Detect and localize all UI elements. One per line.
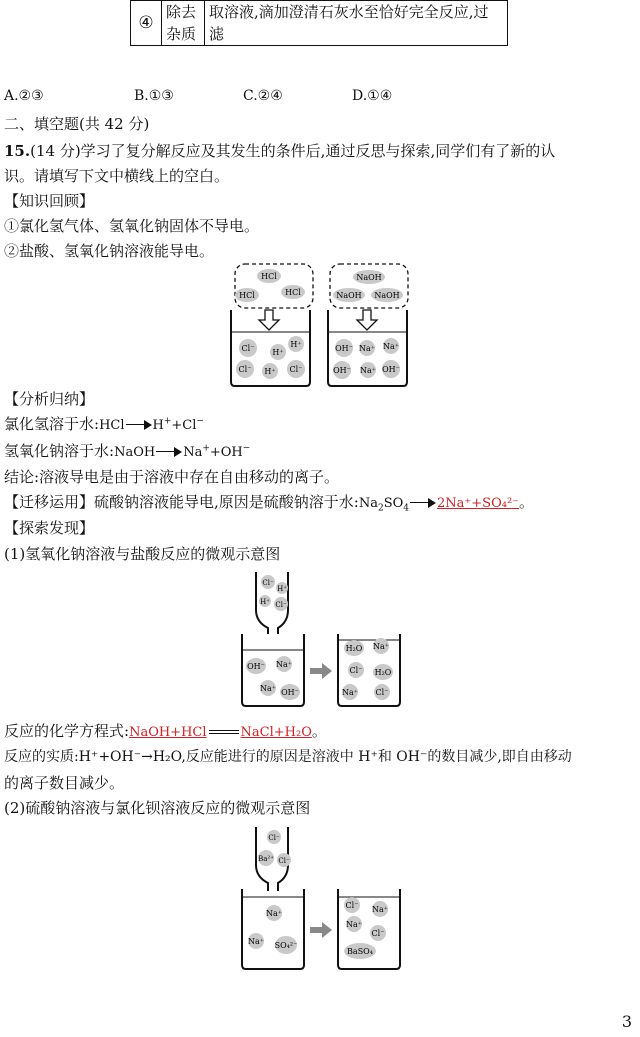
hcl-ionization-label: 氯化氢溶于水: (4, 415, 100, 433)
neutralization-diagram (238, 570, 408, 710)
apply-line: 【迁移运用】硫酸钠溶液能导电,原因是硫酸钠溶于水$:Na_2SO_4$ 2Na⁺+SO₄²⁻。 (4, 493, 535, 514)
page-number: 3 (621, 1012, 632, 1031)
molecule (344, 640, 364, 656)
svg-text:Na⁺: Na⁺ (266, 909, 282, 918)
svg-text:Na⁺: Na⁺ (359, 344, 375, 353)
choice-b: B.①③ (134, 88, 174, 104)
svg-text:Cl⁻: Cl⁻ (238, 365, 252, 374)
svg-text:Cl⁻: Cl⁻ (375, 688, 389, 697)
ion (346, 916, 362, 932)
removal-table (130, 0, 508, 46)
svg-text:Cl⁻: Cl⁻ (241, 344, 255, 353)
hcl-molecule (281, 285, 305, 299)
section-title: 二、填空题(共 42 分) (4, 115, 150, 133)
ion (276, 656, 292, 672)
question-number: 15. (4, 142, 31, 160)
svg-text:Na⁺: Na⁺ (346, 920, 362, 929)
naoh-molecule (353, 270, 385, 284)
svg-text:Na⁺: Na⁺ (342, 688, 358, 697)
svg-text:H⁺: H⁺ (264, 367, 276, 376)
svg-text:H₂O: H₂O (374, 668, 392, 677)
ion (382, 360, 400, 378)
beaker-icon (242, 889, 304, 969)
hcl-molecule (257, 269, 281, 283)
svg-text:OH⁻: OH⁻ (333, 366, 351, 375)
svg-text:Ba²⁺: Ba²⁺ (258, 855, 274, 863)
table-row-num: ④ (131, 1, 162, 46)
equation-label: 反应的化学方程式: (4, 722, 130, 740)
explore-1: (1)氢氧化钠溶液与盐酸反应的微观示意图 (4, 545, 281, 563)
svg-text:Na⁺: Na⁺ (276, 660, 292, 669)
svg-text:NaOH: NaOH (356, 273, 382, 282)
naoh-ionization-label: 氢氧化钠溶于水: (4, 442, 115, 460)
ion (359, 340, 375, 356)
ion (277, 853, 291, 867)
ion (287, 360, 305, 378)
svg-text:Cl⁻: Cl⁻ (345, 901, 359, 910)
dissolution-diagram (228, 262, 414, 388)
svg-text:NaOH: NaOH (336, 291, 362, 300)
naoh-molecule (333, 288, 365, 302)
heading-explore: 【探索发现】 (4, 519, 95, 537)
question-intro-1 (4, 141, 555, 161)
ion (275, 936, 298, 954)
ion (260, 680, 276, 696)
svg-text:Cl⁻: Cl⁻ (289, 365, 303, 374)
svg-text:Cl⁻: Cl⁻ (371, 929, 385, 938)
svg-text:H⁺: H⁺ (272, 348, 284, 357)
svg-text:Na⁺: Na⁺ (260, 684, 276, 693)
svg-text:Cl⁻: Cl⁻ (349, 666, 363, 675)
ion (372, 901, 388, 917)
review-1: ①氯化氢气体、氢氧化钠固体不导电。 (4, 217, 260, 235)
ion (258, 850, 274, 866)
svg-text:SO₄²⁻: SO₄²⁻ (274, 941, 298, 950)
svg-text:BaSO₄: BaSO₄ (347, 947, 373, 956)
ion (236, 360, 254, 378)
ion (248, 933, 264, 949)
right-arrow-icon (310, 663, 332, 679)
svg-text:Na⁺: Na⁺ (383, 342, 399, 351)
svg-text:Na⁺: Na⁺ (372, 905, 388, 914)
apply-answer: 2Na⁺+SO₄²⁻ (437, 496, 520, 511)
hcl-ionization: 氯化氢溶于水:HCl H++Cl− (4, 415, 204, 433)
naoh-molecule (371, 288, 403, 302)
right-arrow-icon (310, 922, 332, 938)
equation-answer-right: NaCl+H₂O (240, 725, 312, 740)
intro-text-1: 学习了复分解反应及其发生的条件后,通过反思与探索,同学们有了新的认 (80, 142, 556, 160)
review-2: ②盐酸、氢氧化钠溶液能导电。 (4, 242, 215, 260)
svg-text:Cl⁻: Cl⁻ (262, 579, 274, 587)
svg-text:H₂O: H₂O (345, 644, 363, 653)
svg-text:Na⁺: Na⁺ (360, 366, 376, 375)
svg-text:HCl: HCl (239, 291, 255, 300)
conclusion: 结论:溶液导电是由于溶液中存在自由移动的离子。 (4, 468, 340, 486)
ion (261, 575, 275, 589)
ion (344, 897, 360, 913)
heading-analysis: 【分析归纳】 (4, 390, 95, 408)
essence-2: 的离子数目减少。 (4, 774, 125, 792)
svg-text:Na⁺: Na⁺ (248, 937, 264, 946)
svg-text:HCl: HCl (285, 288, 301, 297)
svg-text:OH⁻: OH⁻ (335, 344, 353, 353)
svg-text:Cl⁻: Cl⁻ (275, 601, 287, 609)
svg-text:OH⁻: OH⁻ (382, 365, 400, 374)
equals-sign-icon (209, 730, 239, 734)
ion (335, 339, 353, 357)
explore-2: (2)硫酸钠溶液与氯化钡溶液反应的微观示意图 (4, 799, 311, 817)
heading-apply: 【迁移运用】 (4, 493, 95, 511)
ion (374, 684, 390, 700)
equation-answer-left: NaOH+HCl (129, 725, 207, 740)
question-score: (14 分) (30, 142, 81, 160)
naoh-ionization: 氢氧化钠溶于水:NaOH Na++OH− (4, 442, 251, 460)
choice-c: C.②④ (243, 88, 283, 104)
ion (348, 662, 364, 678)
table-row-desc: 取溶液,滴加澄清石灰水至恰好完全反应,过滤 (205, 1, 508, 46)
ion (333, 361, 351, 379)
svg-text:H⁺: H⁺ (277, 585, 287, 593)
arrow-icon (156, 447, 182, 457)
svg-text:OH⁻: OH⁻ (281, 688, 299, 697)
choice-a: A.②③ (4, 88, 44, 104)
ion (270, 344, 286, 360)
arrow-icon (126, 420, 152, 430)
svg-text:Na⁺: Na⁺ (373, 642, 389, 651)
ion (370, 925, 386, 941)
precipitation-diagram (238, 825, 408, 971)
hcl-molecule (235, 288, 259, 302)
svg-text:Cl⁻: Cl⁻ (268, 834, 280, 842)
ion (239, 339, 257, 357)
essence-1: 反应的实质:H⁺+OH⁻→H₂O,反应能进行的原因是溶液中 H⁺和 OH⁻的数目减少,即自由移动 (4, 749, 572, 765)
ion (266, 905, 282, 921)
arrow-icon (410, 498, 436, 508)
ion (383, 338, 399, 354)
svg-text:NaOH: NaOH (374, 291, 400, 300)
svg-text:HCl: HCl (261, 272, 277, 281)
down-arrow-icon (357, 310, 377, 330)
svg-text:OH⁻: OH⁻ (247, 662, 265, 671)
svg-text:H⁺: H⁺ (260, 598, 270, 606)
ion (262, 363, 278, 379)
ion (360, 362, 376, 378)
ion (259, 595, 271, 607)
choice-d: D.①④ (352, 88, 393, 104)
question-intro-2: 识。请填写下文中横线上的空白。 (4, 167, 230, 185)
ion (373, 638, 389, 654)
apply-text: 硫酸钠溶液能导电,原因是硫酸钠溶于水: (94, 493, 359, 511)
ion (267, 830, 281, 844)
svg-text:Cl⁻: Cl⁻ (278, 857, 290, 865)
ion (246, 658, 266, 674)
table-row-label: 除去杂质 (162, 1, 205, 46)
heading-review: 【知识回顾】 (4, 192, 95, 210)
ion (274, 597, 288, 611)
down-arrow-icon (259, 310, 279, 330)
molecule (373, 664, 393, 680)
ion (342, 684, 358, 700)
svg-text:H⁺: H⁺ (290, 340, 302, 349)
ion (280, 684, 300, 700)
precipitate (344, 943, 376, 959)
equation-line: 反应的化学方程式:NaOH+HCl NaCl+H₂O。 (4, 722, 327, 740)
ion (276, 582, 288, 594)
ion (288, 336, 304, 352)
